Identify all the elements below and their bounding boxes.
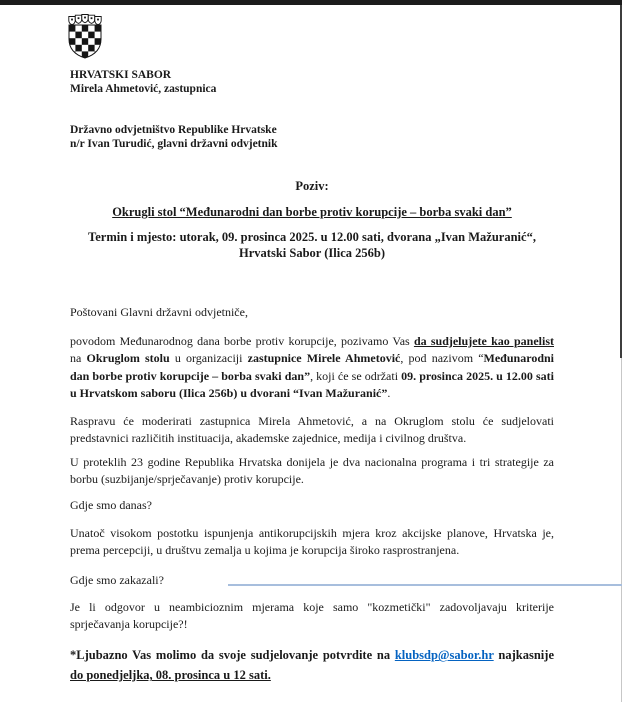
event-schedule-line2: Hrvatski Sabor (Ilica 256b) bbox=[239, 246, 385, 260]
email-link[interactable]: klubsdp@sabor.hr bbox=[394, 648, 494, 663]
paragraph-perception: Unatoč visokom postotku ispunjenja antikorupcijskih mjera kroz akcijske planove, Hrvatska je, prema percepciji, u društvu zemalja u kojima je korupcija široko rasprostranjena. bbox=[70, 526, 554, 558]
paragraph-invitation bbox=[70, 333, 554, 402]
recipient-institution: Državno odvjetništvo Republike Hrvatske bbox=[70, 124, 277, 136]
paragraph-rsvp bbox=[70, 645, 554, 685]
institution-name: HRVATSKI SABOR bbox=[70, 69, 172, 81]
text-segment: *Ljubazno Vas molimo da svoje sudjelovanje potvrdite na bbox=[70, 648, 395, 663]
text-segment: na bbox=[70, 351, 87, 366]
salutation: Poštovani Glavni državni odvjetniče, bbox=[70, 305, 248, 319]
text-segment: povodom Međunarodnog dana borbe protiv korupcije, pozivamo Vas bbox=[70, 334, 414, 348]
text-segment: zastupnice Mirele Ahmetović bbox=[247, 351, 401, 366]
paragraph-cosmetic-measures: Je li odgovor u neambicioznim mjerama koje samo "kozmetički" zadovoljavaju kriterije sprječavanja korupcije?! bbox=[70, 600, 554, 632]
text-segment: najkasnije bbox=[493, 648, 554, 663]
question-where-did-we-fail: Gdje smo zakazali? bbox=[70, 573, 164, 588]
text-segment: u organizaciji bbox=[169, 351, 248, 366]
event-title: Okrugli stol “Međunarodni dan borbe protiv korupcije – borba svaki dan” bbox=[112, 205, 512, 219]
text-segment: 09. prosinca 2025. u 12.00 sati u Hrvatskom saboru (Ilica 256b) u dvorani “Ivan Mažuranić” bbox=[70, 368, 554, 400]
paragraph-history: U proteklih 23 godine Republika Hrvatska donijela je dva nacionalna programa i tri strategije za borbu (suzbijanje/sprječavanje) protiv korupcije. bbox=[70, 455, 554, 487]
text-segment: Okruglom stolu bbox=[86, 351, 170, 366]
event-schedule-line1: Termin i mjesto: utorak, 09. prosinca 2025. u 12.00 sati, dvorana „Ivan Mažuranić“, bbox=[88, 230, 536, 244]
event-schedule bbox=[70, 229, 554, 261]
sender-name: Mirela Ahmetović, zastupnica bbox=[70, 83, 217, 95]
text-segment: , koji će se održati bbox=[310, 368, 402, 383]
text-segment: do ponedjeljka, 08. prosinca u 12 sati. bbox=[70, 668, 271, 683]
text-segment: , pod nazivom “ bbox=[400, 351, 484, 366]
invitation-label: Poziv: bbox=[295, 179, 329, 193]
croatian-coat-of-arms-icon bbox=[67, 12, 554, 59]
recipient-person: n/r Ivan Turudić, glavni državni odvjetnik bbox=[70, 138, 278, 150]
paragraph-moderation: Raspravu će moderirati zastupnica Mirela Ahmetović, a na Okruglom stolu će sudjelovati predstavnici različitih instituacija, akademske zajednice, medija i civilnog društva. bbox=[70, 414, 554, 446]
question-where-are-we-today: Gdje smo danas? bbox=[70, 498, 152, 513]
text-segment: da sudjelujete kao panelist bbox=[413, 334, 554, 348]
text-segment: . bbox=[387, 385, 391, 400]
letter-content bbox=[70, 5, 554, 685]
text-segment: Međunarodni dan borbe protiv korupcije – borba svaki dan” bbox=[70, 351, 554, 383]
